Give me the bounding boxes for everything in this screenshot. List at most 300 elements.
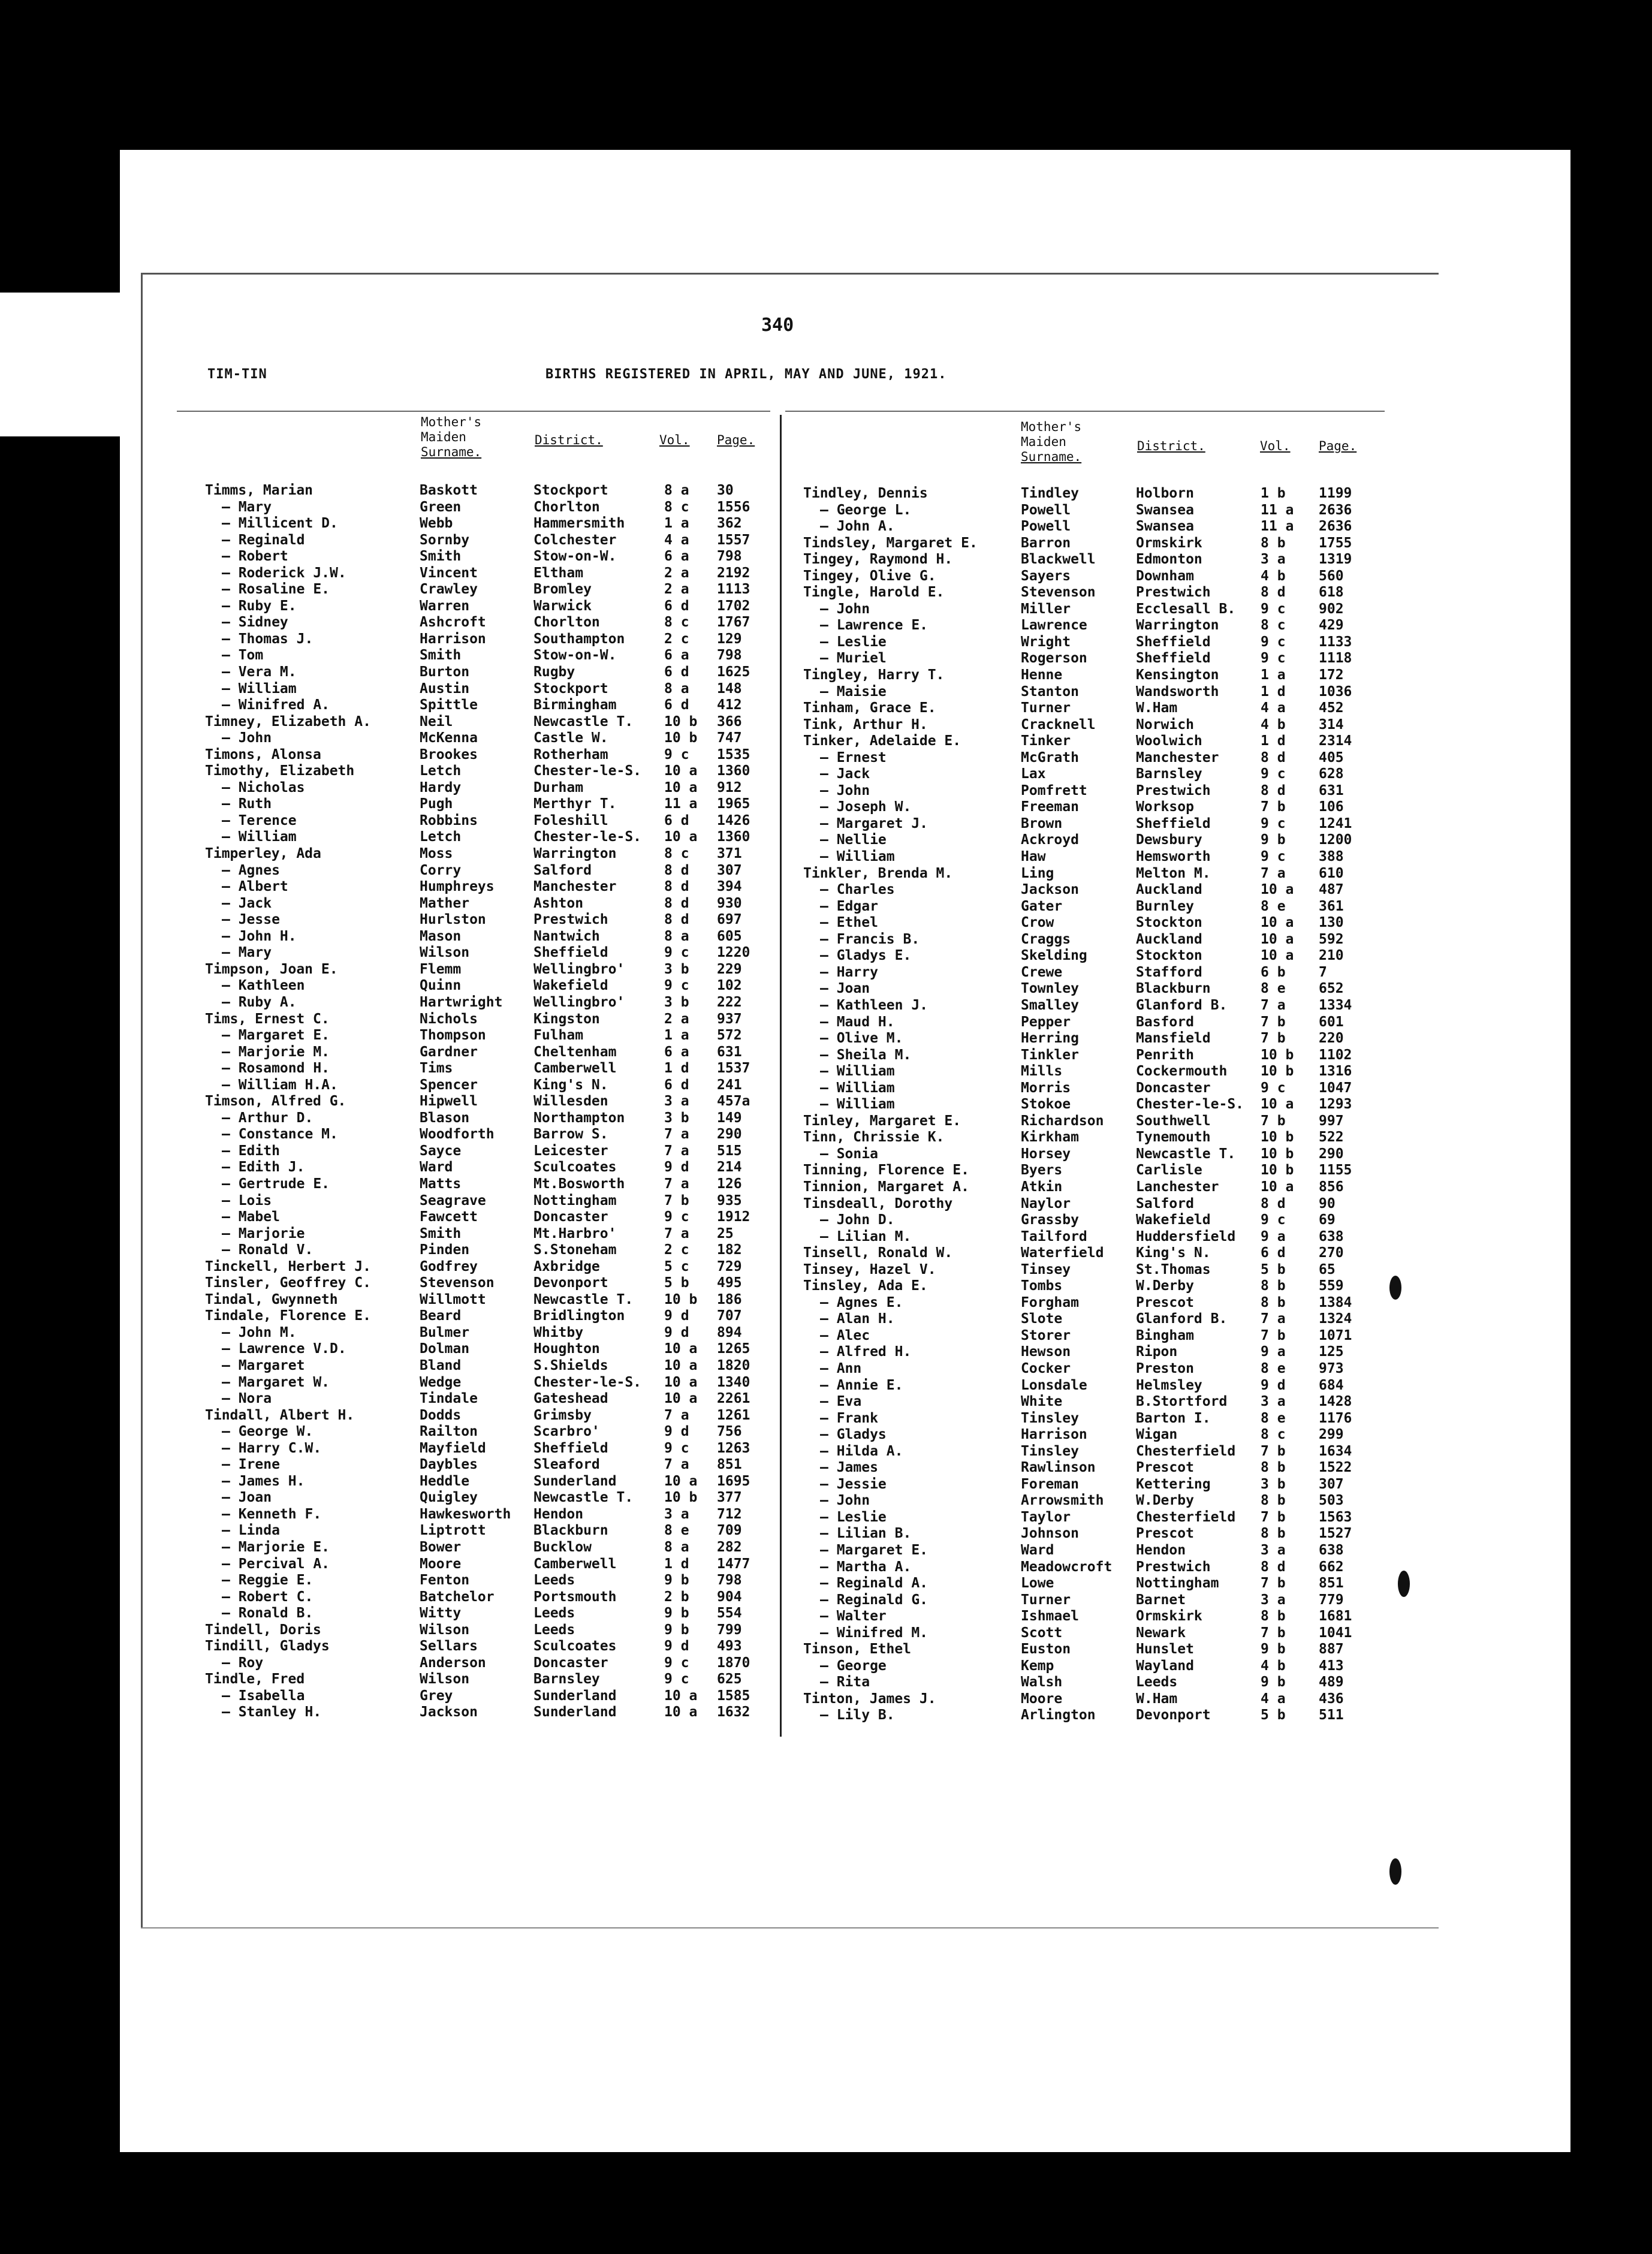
entry-name: — Albert bbox=[222, 879, 288, 895]
entry-district: Lanchester bbox=[1136, 1179, 1219, 1195]
entry-vol: 9 c bbox=[664, 1655, 689, 1671]
entry-maiden: Moss bbox=[420, 846, 453, 862]
entry-vol: 10 a bbox=[664, 829, 698, 845]
entry-district: Stockport bbox=[533, 680, 608, 697]
entry-page: 172 bbox=[1319, 667, 1344, 683]
entry-page: 937 bbox=[717, 1011, 742, 1027]
register-entry bbox=[0, 1278, 1652, 1295]
entry-vol: 7 b bbox=[1261, 1113, 1286, 1129]
entry-page: 1241 bbox=[1319, 815, 1352, 831]
entry-name: — Lily B. bbox=[820, 1707, 895, 1723]
entry-name: — John bbox=[820, 782, 870, 798]
entry-page: 712 bbox=[717, 1506, 742, 1522]
entry-name: — William bbox=[222, 829, 297, 845]
entry-vol: 4 b bbox=[1261, 1658, 1286, 1674]
entry-page: 1265 bbox=[717, 1341, 750, 1357]
entry-page: 1563 bbox=[1319, 1509, 1352, 1525]
entry-district: Camberwell bbox=[533, 1060, 617, 1077]
entry-name: — William bbox=[820, 849, 895, 865]
entry-maiden: McGrath bbox=[1021, 749, 1079, 766]
register-entry bbox=[0, 1162, 1652, 1179]
entry-vol: 7 a bbox=[1261, 865, 1286, 881]
entry-district: Bingham bbox=[1136, 1327, 1194, 1343]
entry-district: Carlisle bbox=[1136, 1162, 1202, 1179]
entry-district: Prescot bbox=[1136, 1294, 1194, 1310]
entry-maiden: Anderson bbox=[420, 1655, 486, 1671]
entry-vol: 10 a bbox=[1261, 882, 1294, 898]
entry-maiden: Naylor bbox=[1021, 1195, 1071, 1212]
entry-district: Huddersfield bbox=[1136, 1228, 1236, 1244]
entry-district: Bridlington bbox=[533, 1308, 625, 1324]
entry-vol: 9 d bbox=[664, 1159, 689, 1176]
entry-page: 601 bbox=[1319, 1014, 1344, 1030]
entry-maiden: Tims bbox=[420, 1060, 453, 1077]
entry-maiden: Tindale bbox=[420, 1391, 478, 1407]
entry-vol: 1 a bbox=[664, 1027, 689, 1044]
entry-maiden: Spencer bbox=[420, 1077, 478, 1093]
right-maiden-header-line1: Mother's bbox=[1021, 420, 1082, 434]
entry-maiden: Sayce bbox=[420, 1143, 462, 1159]
entry-name: — Mabel bbox=[222, 1209, 280, 1225]
entry-name: — Kathleen bbox=[222, 978, 305, 994]
entry-vol: 8 a bbox=[664, 483, 689, 498]
entry-district: Glanford B. bbox=[1136, 1311, 1228, 1327]
entry-district: Southampton bbox=[533, 631, 625, 647]
entry-name: — Jessie bbox=[820, 1476, 887, 1492]
entry-name: — Stanley H. bbox=[222, 1704, 322, 1720]
entry-name: — Lawrence V.D. bbox=[222, 1341, 346, 1357]
entry-page: 631 bbox=[717, 1044, 742, 1060]
entry-district: Norwich bbox=[1136, 716, 1194, 733]
entry-district: Auckland bbox=[1136, 931, 1202, 947]
entry-maiden: Skelding bbox=[1021, 948, 1087, 964]
entry-maiden: Townley bbox=[1021, 981, 1079, 997]
entry-vol: 9 c bbox=[664, 978, 689, 994]
entry-vol: 10 a bbox=[664, 1357, 698, 1373]
entry-maiden: Warren bbox=[420, 598, 470, 614]
entry-page: 1702 bbox=[717, 598, 750, 614]
entry-name: — Sheila M. bbox=[820, 1047, 912, 1063]
entry-name: — Alfred H. bbox=[820, 1344, 912, 1360]
entry-vol: 7 b bbox=[1261, 1030, 1286, 1047]
entry-maiden: Forgham bbox=[1021, 1294, 1079, 1310]
entry-name: — Annie E. bbox=[820, 1377, 903, 1393]
entry-district: Devonport bbox=[1136, 1707, 1211, 1723]
register-entry bbox=[0, 1378, 1652, 1394]
entry-district: King's N. bbox=[1136, 1245, 1211, 1261]
register-entry bbox=[0, 998, 1652, 1014]
entry-page: 1071 bbox=[1319, 1327, 1352, 1343]
entry-vol: 10 a bbox=[1261, 948, 1294, 964]
entry-district: Swansea bbox=[1136, 519, 1194, 535]
register-entry bbox=[0, 1063, 1652, 1080]
entry-name: — John bbox=[820, 1493, 870, 1509]
entry-district: Stockport bbox=[533, 483, 608, 498]
entry-maiden: Lax bbox=[1021, 766, 1046, 782]
entry-district: Wigan bbox=[1136, 1427, 1178, 1443]
entry-maiden: Sellars bbox=[420, 1638, 478, 1655]
entry-name: — Joseph W. bbox=[820, 799, 912, 815]
entry-vol: 6 d bbox=[664, 1077, 689, 1093]
entry-district: Sheffield bbox=[1136, 815, 1211, 831]
entry-vol: 8 e bbox=[1261, 1410, 1286, 1426]
register-entry bbox=[0, 915, 1652, 932]
entry-name: — Frank bbox=[820, 1410, 878, 1426]
entry-page: 662 bbox=[1319, 1559, 1344, 1575]
entry-page: 1334 bbox=[1319, 997, 1352, 1013]
entry-name: — Kenneth F. bbox=[222, 1506, 322, 1522]
entry-vol: 9 b bbox=[1261, 1674, 1286, 1690]
register-entry bbox=[0, 684, 1652, 701]
entry-district: Chester-le-S. bbox=[533, 763, 642, 779]
entry-district: Chorlton bbox=[533, 499, 600, 515]
entry-name: — Agnes E. bbox=[820, 1294, 903, 1310]
entry-page: 729 bbox=[717, 1258, 742, 1274]
entry-name: — Leslie bbox=[820, 634, 887, 650]
entry-page: 1113 bbox=[717, 581, 750, 598]
register-entry bbox=[0, 1658, 1652, 1675]
entry-vol: 9 c bbox=[1261, 634, 1286, 650]
entry-name: — Marjorie M. bbox=[222, 1044, 330, 1060]
entry-district: S.Stoneham bbox=[533, 1242, 617, 1258]
entry-maiden: Smith bbox=[420, 549, 462, 565]
entry-district: S.Shields bbox=[533, 1357, 608, 1373]
entry-maiden: Moore bbox=[420, 1556, 462, 1572]
entry-name: — Jack bbox=[820, 766, 870, 782]
entry-page: 997 bbox=[1319, 1113, 1344, 1129]
register-entry bbox=[0, 1295, 1652, 1312]
entry-vol: 7 b bbox=[1261, 1014, 1286, 1030]
entry-page: 362 bbox=[717, 516, 742, 532]
register-entry bbox=[0, 1146, 1652, 1163]
entry-district: Prestwich bbox=[1136, 1559, 1211, 1575]
entry-district: Newark bbox=[1136, 1625, 1186, 1641]
entry-district: Edmonton bbox=[1136, 552, 1202, 568]
entry-vol: 1 d bbox=[1261, 683, 1286, 700]
register-entry bbox=[0, 1559, 1652, 1576]
entry-district: W.Derby bbox=[1136, 1493, 1194, 1509]
entry-name: — Ernest bbox=[820, 749, 887, 766]
register-entry bbox=[0, 1592, 1652, 1609]
entry-page: 503 bbox=[1319, 1493, 1344, 1509]
entry-district: Wellingbro' bbox=[533, 961, 625, 977]
entry-page: 149 bbox=[717, 1110, 742, 1126]
entry-district: Barnsley bbox=[533, 1671, 600, 1688]
background-strip bbox=[0, 293, 138, 436]
entry-district: Whitby bbox=[533, 1324, 584, 1340]
entry-page: 25 bbox=[717, 1225, 734, 1241]
register-entry bbox=[0, 1394, 1652, 1411]
entry-maiden: Ling bbox=[1021, 865, 1054, 881]
entry-page: 222 bbox=[717, 994, 742, 1010]
entry-vol: 4 a bbox=[1261, 1690, 1286, 1707]
entry-page: 1324 bbox=[1319, 1311, 1352, 1327]
register-entry bbox=[0, 667, 1652, 684]
entry-name: — Arthur D. bbox=[222, 1110, 313, 1126]
entry-maiden: Horsey bbox=[1021, 1146, 1071, 1162]
entry-page: 130 bbox=[1319, 915, 1344, 931]
entry-page: 493 bbox=[717, 1638, 742, 1655]
entry-maiden: Ward bbox=[420, 1159, 453, 1176]
entry-name: — Nora bbox=[222, 1391, 272, 1407]
left-maiden-header-line1: Mother's bbox=[421, 415, 482, 429]
entry-maiden: Wilson bbox=[420, 1671, 470, 1688]
entry-maiden: Mills bbox=[1021, 1063, 1063, 1080]
entry-maiden: Slote bbox=[1021, 1311, 1063, 1327]
entry-vol: 7 a bbox=[664, 1143, 689, 1159]
entry-maiden: Henne bbox=[1021, 667, 1063, 683]
entry-page: 299 bbox=[1319, 1427, 1344, 1443]
entry-name: Timney, Elizabeth A. bbox=[205, 713, 371, 730]
entry-page: 1557 bbox=[717, 532, 750, 548]
entry-maiden: Kemp bbox=[1021, 1658, 1054, 1674]
entry-vol: 2 c bbox=[664, 1242, 689, 1258]
entry-maiden: Pinden bbox=[420, 1242, 470, 1258]
entry-maiden: Letch bbox=[420, 763, 462, 779]
entry-district: Mt.Bosworth bbox=[533, 1176, 625, 1192]
entry-page: 1102 bbox=[1319, 1047, 1352, 1063]
entry-name: — Margaret E. bbox=[222, 1027, 330, 1044]
register-entry bbox=[0, 1691, 1652, 1708]
entry-name: — Francis B. bbox=[820, 931, 920, 947]
entry-maiden: Tinkler bbox=[1021, 1047, 1079, 1063]
entry-vol: 8 e bbox=[664, 1523, 689, 1539]
entry-maiden: Smith bbox=[420, 647, 462, 664]
entry-maiden: Spittle bbox=[420, 697, 478, 713]
register-entry bbox=[0, 584, 1652, 601]
entry-name: — Joan bbox=[222, 1490, 272, 1506]
entry-page: 65 bbox=[1319, 1261, 1336, 1277]
entry-maiden: Ishmael bbox=[1021, 1608, 1079, 1625]
entry-name: — Rosamond H. bbox=[222, 1060, 330, 1077]
entry-page: 1340 bbox=[717, 1374, 750, 1390]
entry-name: — Gertrude E. bbox=[222, 1176, 330, 1192]
entry-district: Houghton bbox=[533, 1341, 600, 1357]
entry-vol: 9 c bbox=[1261, 601, 1286, 617]
entry-vol: 8 b bbox=[1261, 1493, 1286, 1509]
entry-maiden: Railton bbox=[420, 1424, 478, 1440]
entry-district: Auckland bbox=[1136, 882, 1202, 898]
entry-maiden: Arlington bbox=[1021, 1707, 1096, 1723]
entry-page: 241 bbox=[717, 1077, 742, 1093]
entry-district: Mansfield bbox=[1136, 1030, 1211, 1047]
entry-page: 1200 bbox=[1319, 832, 1352, 848]
entry-district: Doncaster bbox=[1136, 1080, 1211, 1096]
entry-name: — Mary bbox=[222, 945, 272, 961]
register-entry bbox=[0, 1328, 1652, 1345]
entry-district: Castle W. bbox=[533, 730, 608, 746]
entry-page: 186 bbox=[717, 1291, 742, 1307]
register-entry bbox=[0, 1047, 1652, 1064]
entry-name: — Winifred A. bbox=[222, 697, 330, 713]
entry-maiden: Hawkesworth bbox=[420, 1506, 511, 1522]
entry-vol: 7 a bbox=[664, 1457, 689, 1473]
entry-page: 1199 bbox=[1319, 486, 1352, 501]
entry-name: — Agnes bbox=[222, 862, 280, 878]
entry-page: 452 bbox=[1319, 700, 1344, 716]
right-page-header: Page. bbox=[1319, 439, 1357, 453]
entry-page: 1681 bbox=[1319, 1608, 1352, 1625]
entry-vol: 8 e bbox=[1261, 898, 1286, 914]
entry-page: 1965 bbox=[717, 796, 750, 812]
register-entry bbox=[0, 1476, 1652, 1493]
entry-vol: 10 b bbox=[664, 1291, 698, 1307]
entry-vol: 8 a bbox=[664, 680, 689, 697]
entry-maiden: Turner bbox=[1021, 1592, 1071, 1608]
entry-maiden: McKenna bbox=[420, 730, 478, 746]
entry-maiden: Austin bbox=[420, 680, 470, 697]
entry-district: Willesden bbox=[533, 1093, 608, 1110]
entry-name: Timperley, Ada bbox=[205, 846, 321, 862]
entry-page: 69 bbox=[1319, 1212, 1336, 1228]
register-entry bbox=[0, 1080, 1652, 1097]
entry-page: 894 bbox=[717, 1324, 742, 1340]
right-entry-list bbox=[0, 486, 1652, 1724]
entry-maiden: Brown bbox=[1021, 815, 1063, 831]
entry-district: Foleshill bbox=[533, 812, 608, 828]
entry-page: 1360 bbox=[717, 829, 750, 845]
entry-vol: 1 a bbox=[664, 516, 689, 532]
entry-district: Stockton bbox=[1136, 915, 1202, 931]
entry-district: Sculcoates bbox=[533, 1638, 617, 1655]
entry-name: — Lilian B. bbox=[820, 1526, 912, 1542]
entry-district: Holborn bbox=[1136, 486, 1194, 501]
register-entry bbox=[0, 1229, 1652, 1246]
entry-district: Grimsby bbox=[533, 1407, 592, 1423]
entry-vol: 7 b bbox=[1261, 1327, 1286, 1343]
entry-page: 1155 bbox=[1319, 1162, 1352, 1179]
entry-page: 798 bbox=[717, 1572, 742, 1589]
entry-maiden: Tinsey bbox=[1021, 1261, 1071, 1277]
entry-page: 1767 bbox=[717, 614, 750, 631]
entry-district: St.Thomas bbox=[1136, 1261, 1211, 1277]
entry-vol: 9 b bbox=[664, 1572, 689, 1589]
entry-name: — Reginald bbox=[222, 532, 305, 548]
entry-maiden: Atkin bbox=[1021, 1179, 1063, 1195]
entry-vol: 7 a bbox=[664, 1407, 689, 1423]
entry-maiden: Vincent bbox=[420, 565, 478, 581]
entry-district: Chester-le-S. bbox=[533, 1374, 642, 1390]
entry-page: 182 bbox=[717, 1242, 742, 1258]
entry-maiden: Letch bbox=[420, 829, 462, 845]
entry-page: 1755 bbox=[1319, 535, 1352, 551]
entry-name: Tingey, Olive G. bbox=[803, 568, 936, 584]
register-entry bbox=[0, 981, 1652, 998]
entry-district: Newcastle T. bbox=[1136, 1146, 1236, 1162]
entry-page: 1384 bbox=[1319, 1294, 1352, 1310]
entry-name: — Ronald B. bbox=[222, 1605, 313, 1622]
entry-page: 851 bbox=[1319, 1575, 1344, 1592]
left-maiden-header-line2: Maiden bbox=[421, 430, 466, 444]
entry-district: Cockermouth bbox=[1136, 1063, 1228, 1080]
entry-district: Camberwell bbox=[533, 1556, 617, 1572]
entry-vol: 8 d bbox=[1261, 584, 1286, 601]
entry-maiden: Crow bbox=[1021, 915, 1054, 931]
entry-vol: 8 d bbox=[1261, 749, 1286, 766]
entry-page: 102 bbox=[717, 978, 742, 994]
register-entry bbox=[0, 965, 1652, 981]
entry-maiden: Batchelor bbox=[420, 1589, 495, 1605]
entry-maiden: Brookes bbox=[420, 746, 478, 763]
entry-page: 652 bbox=[1319, 981, 1344, 997]
entry-district: Ormskirk bbox=[1136, 535, 1202, 551]
entry-name: Tinley, Margaret E. bbox=[803, 1113, 961, 1129]
entry-name: — Robert bbox=[222, 549, 288, 565]
entry-district: Barrow S. bbox=[533, 1126, 608, 1143]
entry-vol: 3 a bbox=[1261, 1542, 1286, 1558]
entry-district: Prescot bbox=[1136, 1526, 1194, 1542]
entry-vol: 5 b bbox=[1261, 1261, 1286, 1277]
entry-district: Warwick bbox=[533, 598, 592, 614]
right-district-header: District. bbox=[1137, 439, 1205, 453]
entry-vol: 5 b bbox=[1261, 1707, 1286, 1723]
entry-maiden: Storer bbox=[1021, 1327, 1071, 1343]
entry-maiden: Rawlinson bbox=[1021, 1460, 1096, 1476]
entry-page: 394 bbox=[717, 879, 742, 895]
entry-name: — Charles bbox=[820, 882, 895, 898]
entry-district: Preston bbox=[1136, 1360, 1194, 1376]
entry-name: — Terence bbox=[222, 812, 297, 828]
entry-maiden: Moore bbox=[1021, 1690, 1063, 1707]
entry-district: Leeds bbox=[1136, 1674, 1178, 1690]
entry-vol: 7 a bbox=[1261, 997, 1286, 1013]
entry-vol: 8 d bbox=[664, 862, 689, 878]
entry-vol: 7 a bbox=[664, 1126, 689, 1143]
register-entry bbox=[0, 568, 1652, 585]
entry-name: — William bbox=[820, 1063, 895, 1080]
entry-maiden: Haw bbox=[1021, 849, 1046, 865]
entry-page: 930 bbox=[717, 895, 742, 911]
register-entry bbox=[0, 849, 1652, 866]
entry-district: Kingston bbox=[533, 1011, 600, 1027]
entry-district: Gateshead bbox=[533, 1391, 608, 1407]
entry-district: Dewsbury bbox=[1136, 832, 1202, 848]
entry-vol: 9 c bbox=[1261, 849, 1286, 865]
entry-maiden: Heddle bbox=[420, 1473, 470, 1489]
register-entry bbox=[0, 1030, 1652, 1047]
entry-maiden: Hartwright bbox=[420, 994, 503, 1010]
entry-name: Tinsley, Ada E. bbox=[803, 1278, 928, 1294]
entry-maiden: Jackson bbox=[420, 1704, 478, 1720]
entry-name: — Tom bbox=[222, 647, 264, 664]
entry-maiden: Godfrey bbox=[420, 1258, 478, 1274]
entry-page: 798 bbox=[717, 549, 742, 565]
entry-vol: 10 b bbox=[1261, 1129, 1294, 1146]
entry-district: Sunderland bbox=[533, 1688, 617, 1704]
entry-page: 495 bbox=[717, 1275, 742, 1291]
entry-name: Tindal, Gwynneth bbox=[205, 1291, 338, 1307]
entry-name: — Mary bbox=[222, 499, 272, 515]
entry-page: 1118 bbox=[1319, 650, 1352, 667]
entry-district: Wakefield bbox=[533, 978, 608, 994]
entry-vol: 2 c bbox=[664, 631, 689, 647]
entry-district: Chesterfield bbox=[1136, 1443, 1236, 1459]
entry-maiden: Blackwell bbox=[1021, 552, 1096, 568]
entry-maiden: Pomfrett bbox=[1021, 782, 1087, 798]
entry-name: — John D. bbox=[820, 1212, 895, 1228]
entry-name: — Harry bbox=[820, 964, 878, 980]
entry-vol: 3 a bbox=[1261, 1592, 1286, 1608]
entry-vol: 10 b bbox=[1261, 1047, 1294, 1063]
entry-maiden: Witty bbox=[420, 1605, 462, 1622]
running-header-title: BIRTHS REGISTERED IN APRIL, MAY AND JUNE, 1921. bbox=[545, 367, 947, 382]
entry-page: 282 bbox=[717, 1539, 742, 1555]
entry-name: Tinker, Adelaide E. bbox=[803, 733, 961, 749]
register-entry bbox=[0, 650, 1652, 667]
entry-maiden: Flemm bbox=[420, 961, 462, 977]
entry-district: Newcastle T. bbox=[533, 1291, 634, 1307]
entry-district: Scarbro' bbox=[533, 1424, 600, 1440]
